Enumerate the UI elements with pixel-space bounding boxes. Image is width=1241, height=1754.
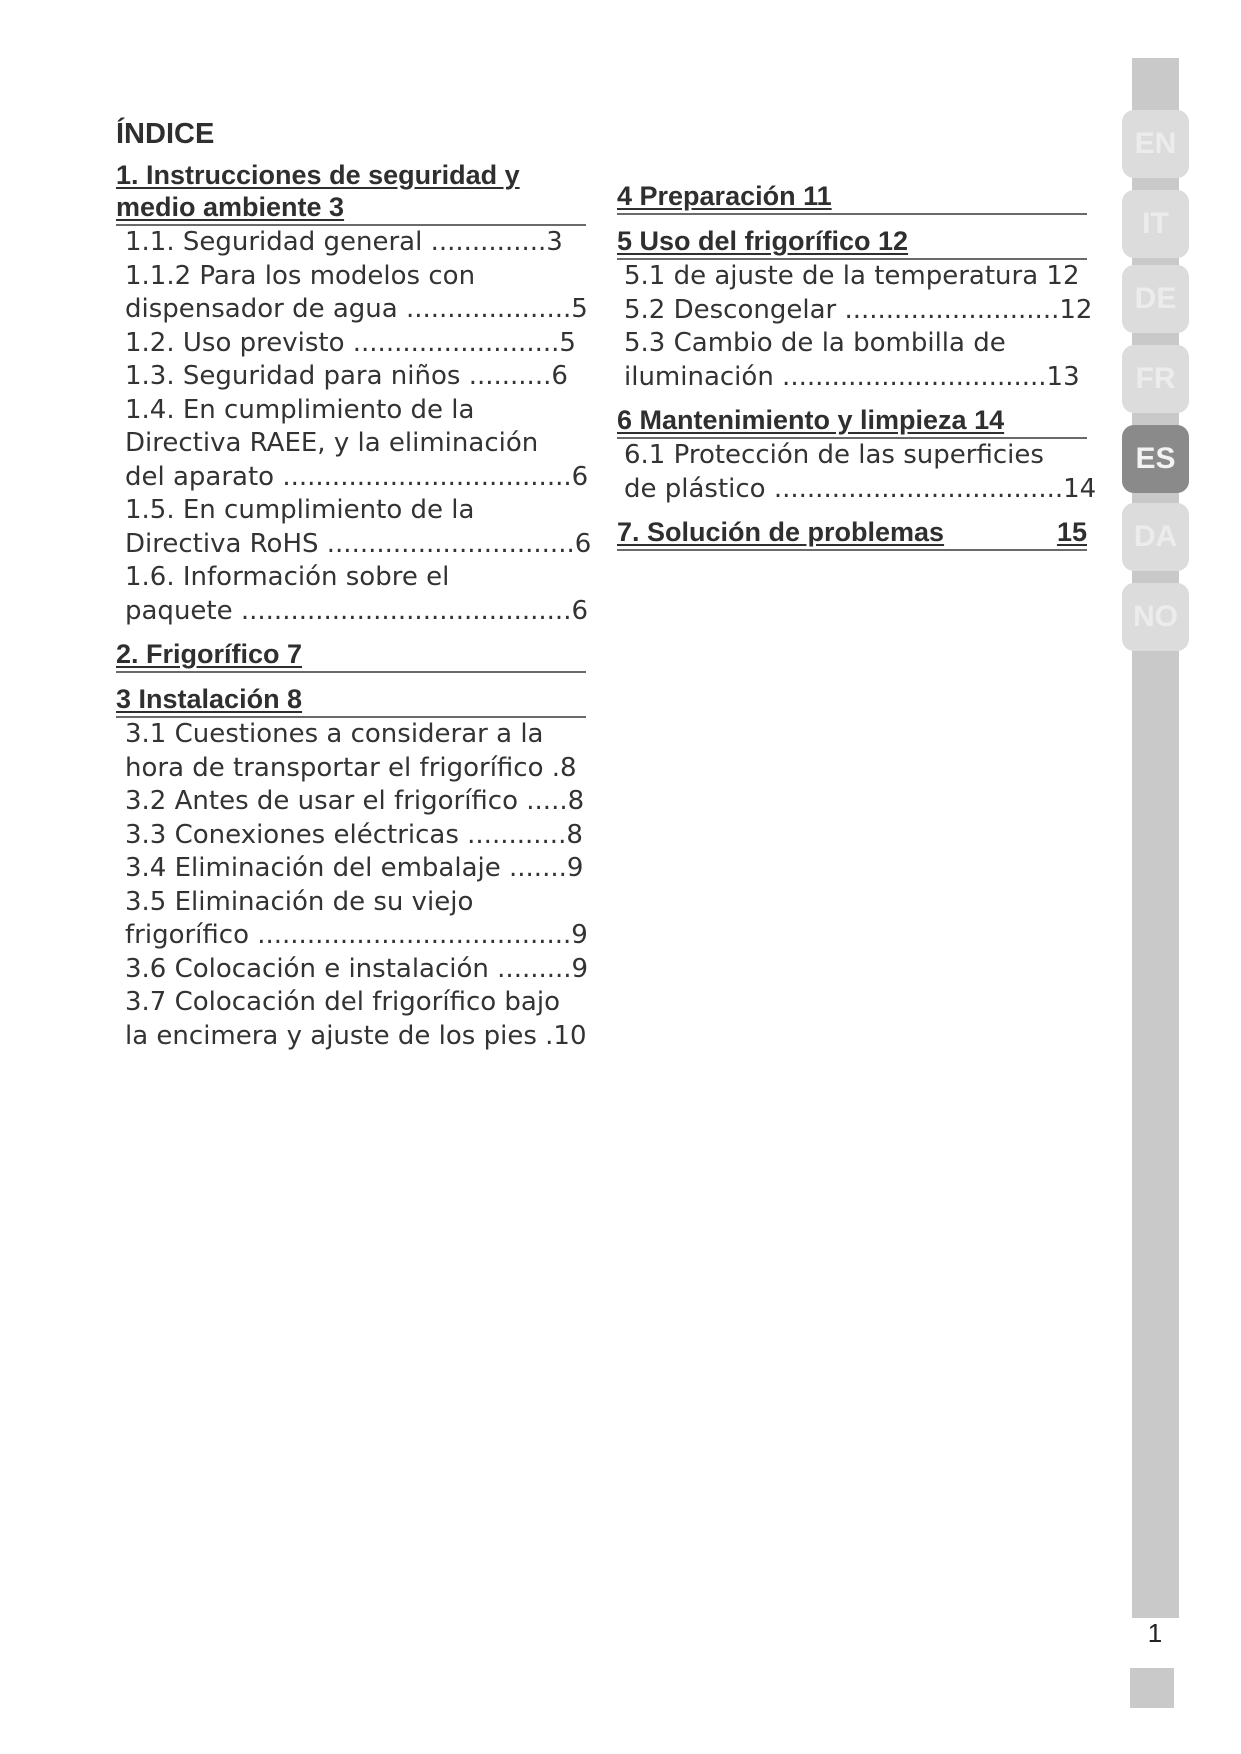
toc-right-column [617, 180, 1097, 551]
toc-entry[interactable]: paquete ........................................6 [125, 595, 588, 626]
spacer [116, 673, 586, 683]
spacer [617, 215, 1087, 225]
toc-entry[interactable]: Directiva RoHS ..............................6 [125, 528, 592, 559]
language-tab-fr[interactable]: FR [1122, 345, 1189, 413]
toc-heading-1-line1: 1. Instrucciones de seguridad y [116, 160, 520, 190]
toc-entry[interactable]: 3.2 Antes de usar el frigorífico .....8 [125, 786, 585, 816]
toc-entry[interactable]: de plástico ...................................14 [624, 473, 1097, 504]
toc-heading-1[interactable] [116, 159, 586, 226]
language-tab-no[interactable]: NO [1122, 583, 1189, 651]
toc-entry[interactable]: 3.3 Conexiones eléctricas ............8 [125, 819, 583, 850]
toc-entry[interactable]: 1.2. Uso previsto .........................5 [125, 327, 576, 358]
page-number: 1 [1147, 1618, 1163, 1648]
toc-entry[interactable]: hora de transportar el frigorífico .8 [125, 752, 577, 783]
toc-left-column [116, 117, 592, 1053]
spacer [116, 628, 586, 638]
toc-heading-4[interactable]: 4 Preparación 11 [617, 180, 1087, 215]
toc-entry[interactable]: Directiva RAEE, y la eliminación [125, 428, 539, 458]
toc-heading-3[interactable]: 3 Instalación 8 [116, 683, 586, 718]
toc-entry[interactable]: del aparato ...................................6 [125, 461, 589, 492]
toc-entry[interactable]: 3.4 Eliminación del embalaje .......9 [125, 853, 584, 883]
toc-heading-7-page: 15 [1056, 517, 1087, 547]
toc-entry[interactable]: 5.1 de ajuste de la temperatura 12 [624, 261, 1080, 291]
toc-heading-7[interactable] [617, 516, 1087, 551]
language-tab-it[interactable]: IT [1122, 190, 1189, 258]
language-tab-es[interactable]: ES [1122, 425, 1189, 493]
toc-entry[interactable]: 1.1. Seguridad general ..............3 [125, 227, 563, 257]
toc-entry[interactable]: 5.2 Descongelar ..........................12 [624, 294, 1093, 325]
spacer [617, 394, 1087, 404]
toc-entry[interactable]: 1.5. En cumplimiento de la [125, 495, 475, 525]
language-tab-da[interactable]: DA [1122, 503, 1189, 571]
toc-entry[interactable]: 1.1.2 Para los modelos con [125, 260, 476, 291]
toc-heading-5[interactable]: 5 Uso del frigorífico 12 [617, 225, 1087, 260]
toc-entry[interactable]: 5.3 Cambio de la bombilla de [624, 328, 1006, 358]
toc-entry[interactable]: 1.6. Información sobre el [125, 562, 450, 592]
toc-heading-1-line2: medio ambiente 3 [116, 192, 345, 222]
toc-entry[interactable]: 1.4. En cumplimiento de la [125, 394, 475, 425]
language-tab-de[interactable]: DE [1122, 265, 1189, 333]
toc-entry[interactable]: iluminación ................................13 [624, 361, 1080, 392]
toc-entry[interactable]: 3.6 Colocación e instalación .........9 [125, 953, 589, 984]
toc-entry[interactable]: 3.7 Colocación del frigorífico bajo [125, 987, 560, 1017]
toc-entry[interactable]: dispensador de agua ....................5 [125, 294, 588, 324]
toc-entry[interactable]: la encimera y ajuste de los pies .10 [125, 1020, 587, 1051]
toc-title: ÍNDICE [116, 118, 215, 150]
toc-heading-7-label: 7. Solución de problemas [617, 517, 945, 547]
toc-heading-2[interactable]: 2. Frigorífico 7 [116, 638, 586, 673]
spacer [617, 506, 1087, 516]
toc-entry[interactable]: 1.3. Seguridad para niños ..........6 [125, 361, 568, 391]
toc-entry[interactable]: 6.1 Protección de las superficies [624, 440, 1044, 470]
toc-heading-6[interactable]: 6 Mantenimiento y limpieza 14 [617, 404, 1087, 439]
footer-marker [1130, 1668, 1174, 1708]
language-tab-en[interactable]: EN [1122, 110, 1189, 178]
toc-entry[interactable]: 3.1 Cuestiones a considerar a la [125, 719, 544, 749]
toc-entry[interactable]: frigorífico ......................................9 [125, 920, 588, 950]
toc-entry[interactable]: 3.5 Eliminación de su viejo [125, 886, 474, 917]
